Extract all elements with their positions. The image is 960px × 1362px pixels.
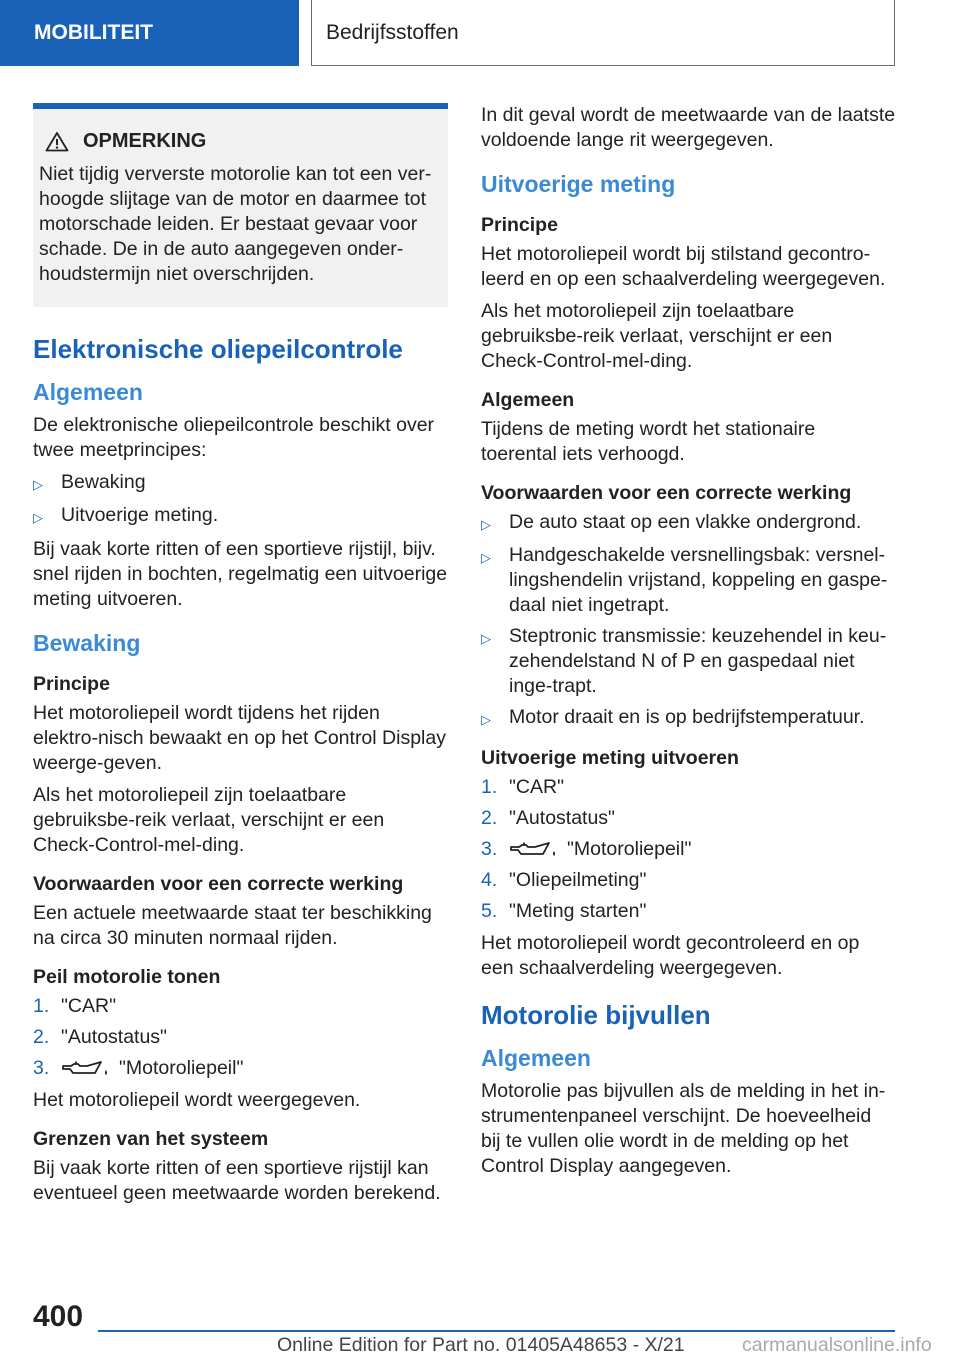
bullet-marker: ▷	[33, 510, 43, 525]
section-tab	[0, 0, 299, 66]
list-item: ▷ De auto staat op een vlakke ondergrond.	[481, 510, 896, 537]
heading-principe: Principe	[481, 214, 558, 236]
heading-grenzen: Grenzen van het systeem	[33, 1128, 269, 1150]
principes-list	[33, 470, 448, 530]
bullet-marker: ▷	[481, 550, 491, 565]
heading-bijvullen-algemeen: Algemeen	[481, 1045, 591, 1071]
uitvoeren-after: Het motoroliepeil wordt gecontroleerd en op een schaalverdeling weergegeven.	[481, 932, 860, 979]
note-box	[33, 103, 448, 307]
step-item: 3. "Motoroliepeil"	[33, 1057, 244, 1079]
bullet-marker: ▷	[33, 477, 43, 492]
heading-peil-tonen: Peil motorolie tonen	[33, 966, 221, 988]
algemeen-text: Tijdens de meting wordt het stationaire toerental iets verhoogd.	[481, 418, 816, 465]
step-item: 3. "Motoroliepeil"	[481, 838, 692, 860]
heading-voorwaarden: Voorwaarden voor een correcte werking	[33, 873, 404, 895]
heading-bijvullen: Motorolie bijvullen	[481, 1000, 711, 1030]
list-item: ▷ Uitvoerige meting.	[33, 503, 448, 530]
heading-algemeen: Algemeen	[481, 389, 575, 411]
heading-uitvoerige-meting: Uitvoerige meting	[481, 171, 676, 197]
step-item: 2. "Autostatus"	[33, 1026, 167, 1048]
note-text: Niet tijdig ververste motorolie kan tot een ver-hoogde slijtage van de motor en daarmee tot motorschade leiden. Er bestaat gevaar voor schade. De in de auto aangegeven onder-houdstermijn niet overschrijden.	[39, 163, 432, 285]
note-title: OPMERKING	[83, 130, 207, 152]
chapter-title: Bedrijfsstoffen	[326, 20, 459, 44]
bullet-marker: ▷	[481, 712, 491, 727]
warning-icon	[45, 131, 69, 152]
page-number: 400	[33, 1300, 84, 1333]
peil-after: Het motoroliepeil wordt weergegeven.	[33, 1089, 361, 1111]
voorwaarden-text: Een actuele meetwaarde staat ter beschikking na circa 30 minuten normaal rijden.	[33, 902, 432, 949]
footer-rule	[98, 1330, 895, 1332]
left-column	[33, 103, 448, 1213]
heading-uitvoeren: Uitvoerige meting uitvoeren	[481, 747, 739, 769]
step-item: 1. "CAR"	[33, 995, 117, 1017]
principe-text-1: Het motoroliepeil wordt tijdens het rijden elektro-nisch bewaakt en op het Control Display weerge-geven.	[33, 702, 446, 774]
principe-text-1: Het motoroliepeil wordt bij stilstand gecontro-leerd en op een schaalverdeling weergegeven.	[481, 243, 886, 290]
heading-oliepeilcontrole: Elektronische oliepeilcontrole	[33, 334, 403, 364]
list-item: ▷ Motor draait en is op bedrijfstemperatuur.	[481, 705, 896, 732]
uitvoeren-steps	[481, 775, 896, 924]
heading-voorwaarden: Voorwaarden voor een correcte werking	[481, 482, 852, 504]
advies-text: Bij vaak korte ritten of een sportieve rijstijl, bijv. snel rijden in bochten, regelmatig een uitvoerige meting uitvoeren.	[33, 538, 448, 610]
list-item: ▷ Bewaking	[33, 470, 448, 497]
list-item: ▷ Handgeschakelde versnellingsbak: versnel-lingshendelin vrijstand, koppeling en gaspe-daal niet ingetrapt.	[481, 544, 888, 616]
heading-algemeen: Algemeen	[33, 379, 143, 405]
step-item: 4. "Oliepeilmeting"	[481, 869, 647, 891]
chapter-tab	[311, 0, 895, 66]
list-item: ▷ Steptronic transmissie: keuzehendel in keu-zehendelstand N of P en gaspedaal niet inge-trapt.	[481, 625, 887, 697]
watermark: carmanualsonline.info	[742, 1334, 932, 1356]
intro-text: In dit geval wordt de meetwaarde van de laatste voldoende lange rit weergegeven.	[481, 104, 896, 151]
note-header	[45, 129, 442, 154]
step-item: 5. "Meting starten"	[481, 900, 647, 922]
section-title: MOBILITEIT	[34, 21, 153, 44]
heading-principe: Principe	[33, 673, 110, 695]
bijvullen-text: Motorolie pas bijvullen als de melding in het in-strumentenpaneel verschijnt. De hoeveelheid bij te vullen olie wordt in de melding op het Control Display aangegeven.	[481, 1080, 886, 1177]
bullet-marker: ▷	[481, 517, 491, 532]
right-column	[481, 103, 896, 1186]
grenzen-text: Bij vaak korte ritten of een sportieve rijstijl kan eventueel geen meetwaarde worden berekend.	[33, 1157, 441, 1204]
heading-bewaking: Bewaking	[33, 630, 141, 656]
voorwaarden-list	[481, 510, 896, 732]
peil-steps	[33, 994, 448, 1081]
step-item: 2. "Autostatus"	[481, 807, 615, 829]
bullet-marker: ▷	[481, 631, 491, 646]
step-item: 1. "CAR"	[481, 776, 565, 798]
edition-text: Online Edition for Part no. 01405A48653 - X/21	[277, 1334, 685, 1356]
algemeen-text: De elektronische oliepeilcontrole beschikt over twee meetprincipes:	[33, 414, 435, 461]
oil-can-icon	[509, 842, 557, 858]
principe-text-2: Als het motoroliepeil zijn toelaatbare gebruiksbe-reik verlaat, verschijnt er een Check-Control-mel-ding.	[481, 300, 833, 372]
principe-text-2: Als het motoroliepeil zijn toelaatbare gebruiksbe-reik verlaat, verschijnt er een Check-Control-mel-ding.	[33, 784, 385, 856]
oil-can-icon	[61, 1061, 109, 1077]
